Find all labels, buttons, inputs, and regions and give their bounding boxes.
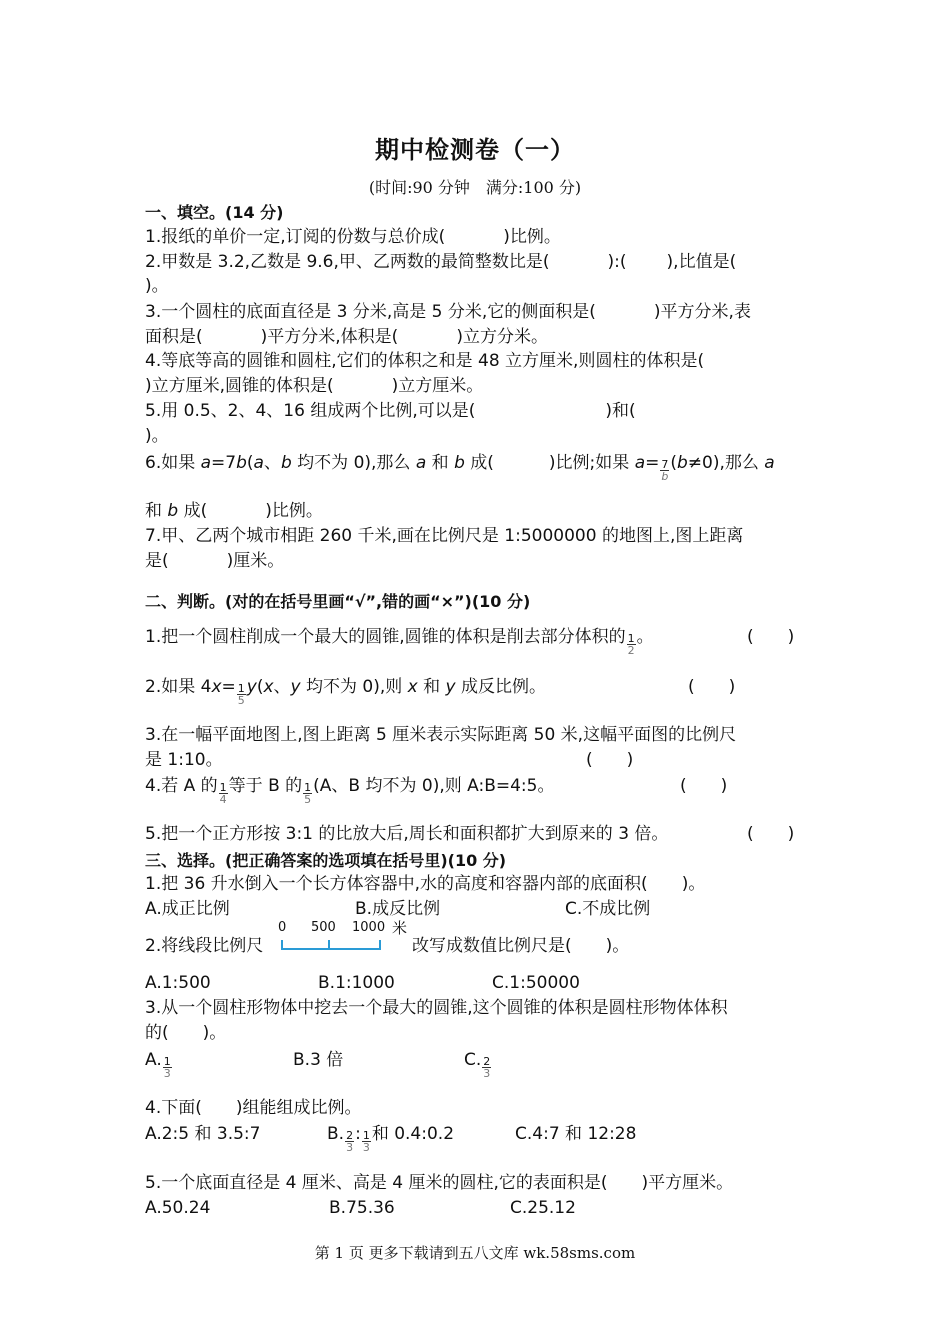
page-title: 期中检测卷（一）	[375, 135, 575, 164]
judge-q1-answer-paren[interactable]: ( )	[747, 627, 795, 647]
fill-q2: 2.甲数是 3.2,乙数是 9.6,甲、乙两数的最简整数比是( ):( ),比值是(	[145, 252, 737, 272]
choice-q4-option-a[interactable]: A.2:5 和 3.5:7	[145, 1124, 261, 1144]
choice-q1-option-b[interactable]: B.成反比例	[355, 899, 441, 919]
scale-label-0: 0	[278, 920, 287, 935]
section-choice-heading: 三、选择。(把正确答案的选项填在括号里)(10 分)	[145, 851, 507, 870]
choice-q2-option-b[interactable]: B.1:1000	[318, 973, 395, 993]
judge-q5: 5.把一个正方形按 3:1 的比放大后,周长和面积都扩大到原来的 3 倍。	[145, 824, 669, 844]
scale-label-1000: 1000	[352, 920, 386, 935]
choice-q1: 1.把 36 升水倒入一个长方体容器中,水的高度和容器内部的底面积( )。	[145, 874, 706, 894]
choice-q4: 4.下面( )组能组成比例。	[145, 1098, 362, 1118]
fill-q7: 7.甲、乙两个城市相距 260 千米,画在比例尺是 1:5000000 的地图上,图上距离	[145, 526, 744, 546]
fraction: $\frac{1}{4}$	[219, 781, 227, 806]
fraction: $\frac{1}{3}$	[362, 1129, 370, 1154]
choice-q3-option-b[interactable]: B.3 倍	[293, 1050, 344, 1070]
page-footer: 第 1 页 更多下载请到五八文库 wk.58sms.com	[314, 1244, 636, 1262]
judge-q2-answer-paren[interactable]: ( )	[688, 677, 736, 697]
judge-q3-cont: 是 1:10。	[145, 750, 223, 770]
fill-q3: 3.一个圆柱的底面直径是 3 分米,高是 5 分米,它的侧面积是( )平方分米,表	[145, 302, 751, 322]
line-scale-figure	[278, 918, 413, 958]
fraction: $\frac{7}{b}$	[661, 458, 669, 483]
section-judge-heading: 二、判断。(对的在括号里画“√”,错的画“×”)(10 分)	[145, 592, 531, 611]
judge-q4-answer-paren[interactable]: ( )	[680, 776, 728, 796]
fill-q3-cont: 面积是( )平方分米,体积是( )立方分米。	[145, 327, 548, 347]
choice-q3-option-a[interactable]: A. $\frac{1}{3}$	[145, 1050, 171, 1080]
choice-q5: 5.一个底面直径是 4 厘米、高是 4 厘米的圆柱,它的表面积是( )平方厘米。	[145, 1173, 734, 1193]
fill-q2-cont: )。	[145, 276, 169, 296]
choice-q5-option-a[interactable]: A.50.24	[145, 1198, 211, 1218]
choice-q1-option-a[interactable]: A.成正比例	[145, 899, 230, 919]
choice-q2-stem-a: 2.将线段比例尺	[145, 936, 264, 956]
scale-label-500: 500	[311, 920, 336, 935]
judge-q5-answer-paren[interactable]: ( )	[747, 824, 795, 844]
choice-q2-option-c[interactable]: C.1:50000	[492, 973, 580, 993]
choice-q1-option-c[interactable]: C.不成比例	[565, 899, 651, 919]
choice-q4-option-c[interactable]: C.4:7 和 12:28	[515, 1124, 637, 1144]
judge-q3-answer-paren[interactable]: ( )	[586, 750, 634, 770]
judge-q3: 3.在一幅平面地图上,图上距离 5 厘米表示实际距离 50 米,这幅平面图的比例尺	[145, 725, 737, 745]
fill-q4-cont: )立方厘米,圆锥的体积是( )立方厘米。	[145, 376, 484, 396]
judge-q4: 4.若 A 的 $\frac{1}{4}$ 等于 B 的 $\frac{1}{5}$ (A、B 均不为 0),则 A:B=4:5。	[145, 776, 555, 806]
fraction: $\frac{1}{3}$	[163, 1055, 171, 1080]
choice-q3-option-c[interactable]: C. $\frac{2}{3}$	[464, 1050, 491, 1080]
choice-q5-option-c[interactable]: C.25.12	[510, 1198, 576, 1218]
fraction: $\frac{2}{3}$	[483, 1055, 491, 1080]
choice-q4-option-b[interactable]: B. $\frac{2}{3}$ : $\frac{1}{3}$ 和 0.4:0.2	[327, 1124, 455, 1154]
judge-q1: 1.把一个圆柱削成一个最大的圆锥,圆锥的体积是削去部分体积的 $\frac{1}{2}$ 。	[145, 627, 654, 657]
fraction: $\frac{1}{5}$	[237, 682, 245, 707]
scale-unit: 米	[392, 919, 408, 937]
page-subtitle: (时间:90 分钟 满分:100 分)	[368, 178, 582, 197]
choice-q3: 3.从一个圆柱形物体中挖去一个最大的圆锥,这个圆锥的体积是圆柱形物体体积	[145, 998, 728, 1018]
section-fill-heading: 一、填空。(14 分)	[145, 203, 284, 222]
fill-q6: 6.如果 a=7b(a、b 均不为 0),那么 a 和 b 成( )比例;如果 a= $\frac{7}{b}$ (b≠0),那么 a	[145, 453, 775, 483]
judge-q2: 2.如果 4x= $\frac{1}{5}$ y(x、y 均不为 0),则 x 和 y 成反比例。	[145, 677, 547, 707]
choice-q5-option-b[interactable]: B.75.36	[329, 1198, 395, 1218]
fill-q4: 4.等底等高的圆锥和圆柱,它们的体积之和是 48 立方厘米,则圆柱的体积是(	[145, 351, 705, 371]
fill-q1: 1.报纸的单价一定,订阅的份数与总价成( )比例。	[145, 227, 561, 247]
scale-bar	[281, 940, 381, 950]
choice-q2-stem-b: 改写成数值比例尺是( )。	[412, 936, 630, 956]
fraction: $\frac{2}{3}$	[346, 1129, 354, 1154]
fill-q7-cont: 是( )厘米。	[145, 551, 285, 571]
fraction: $\frac{1}{2}$	[627, 632, 635, 657]
fill-q6-cont: 和 b 成( )比例。	[145, 501, 323, 521]
choice-q3-cont: 的( )。	[145, 1023, 227, 1043]
fill-q5-cont: )。	[145, 426, 169, 446]
choice-q2-option-a[interactable]: A.1:500	[145, 973, 211, 993]
fraction: $\frac{1}{5}$	[304, 781, 312, 806]
scale-tick	[328, 940, 330, 948]
fill-q5: 5.用 0.5、2、4、16 组成两个比例,可以是( )和(	[145, 401, 636, 421]
